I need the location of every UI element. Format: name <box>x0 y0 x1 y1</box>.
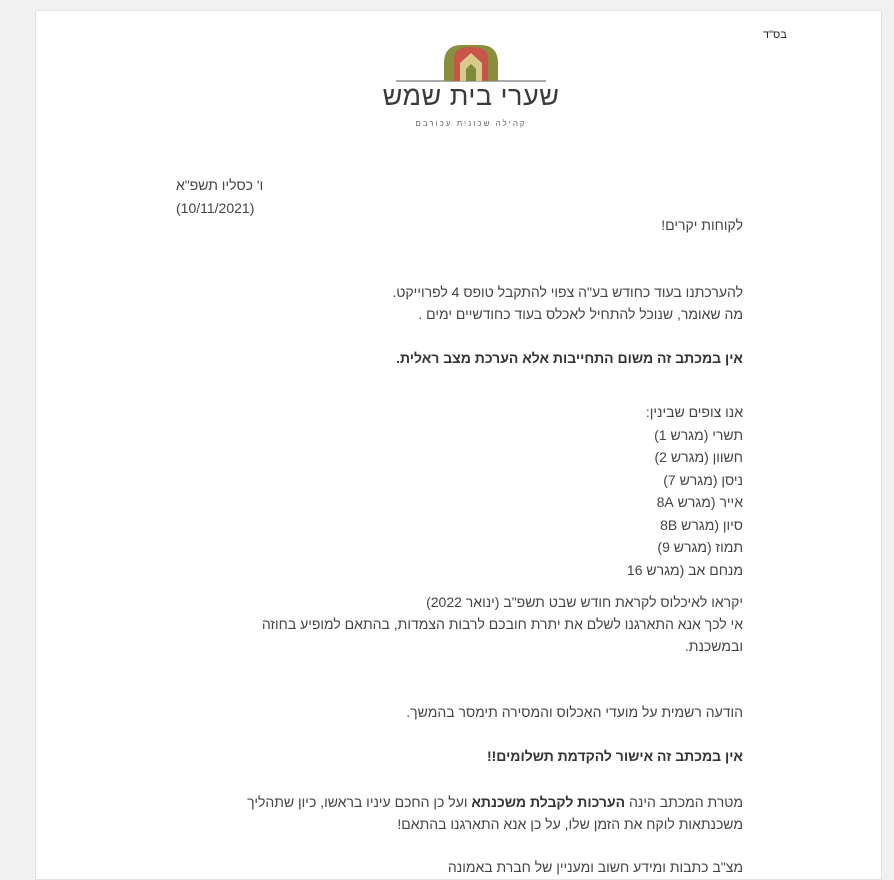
bsd-mark: בס"ד <box>763 29 787 41</box>
logo-subtitle: קהילה שכונית עכורבם <box>415 119 527 128</box>
list-item: אייר (מגרש 8A <box>656 494 743 510</box>
date-hebrew: ו' כסליו תשפ"א <box>176 177 264 193</box>
list-item: סיון (מגרש 8B <box>660 516 743 533</box>
purpose-text: ועל כן החכם עיניו בראשו, כיון שתהליך <box>247 794 468 810</box>
payment-line: ובמשכנת. <box>684 638 743 654</box>
schedule-heading: אנו צופים שבינין: <box>645 404 743 420</box>
list-item: ניסן (מגרש 7) <box>663 471 743 488</box>
list-item: חשוון (מגרש 2) <box>654 449 743 465</box>
no-approval-warning: אין במכתב זה אישור להקדמת תשלומים!! <box>486 748 743 764</box>
date-gregorian: (10/11/2021) <box>176 200 255 216</box>
payment-line: אי לכך אנא התארגנו לשלם את יתרת חובכם לרבות הצמדות, בהתאם למופיע בחוזה <box>261 616 743 632</box>
greeting: לקוחות יקרים! <box>661 217 743 233</box>
list-item: תמוז (מגרש 9) <box>657 539 743 555</box>
date-block <box>176 174 263 220</box>
schedule-list <box>627 401 743 581</box>
list-item: תשרי (מגרש 1) <box>654 426 743 443</box>
purpose-line <box>247 791 743 813</box>
purpose-emphasis: הערכות לקבלת משכנתא <box>471 794 626 810</box>
purpose-text: מטרת המכתב הינה <box>629 794 743 810</box>
disclaimer: אין במכתב זה משום התחייבות אלא הערכת מצב ראלית. <box>396 350 743 366</box>
intro-paragraph <box>392 281 743 325</box>
notice: הודעה רשמית על מועדי האכלוס והמסירה תימסר בהמשך. <box>406 704 743 720</box>
footer-line: מצ"ב כתבות ומידע חשוב ומעניין של חברת באמונה <box>447 859 743 875</box>
intro-line: להערכתנו בעוד כחודש בע"ה צפוי להתקבל טופס 4 לפרוייקט. <box>392 284 743 300</box>
list-item: מנחם אב (מגרש 16 <box>626 561 743 578</box>
logo-name: שערי בית שמש <box>382 81 560 111</box>
payment-paragraph <box>262 591 743 657</box>
purpose-paragraph <box>247 791 743 835</box>
purpose-line: משכנתאות לוקח את הזמן שלו, על כן אנא התארגנו בהתאם! <box>397 816 743 832</box>
letter-page <box>35 10 882 880</box>
payment-line: יקראו לאיכלוס לקראת חודש שבט תשפ"ב (ינואר 2022) <box>426 594 743 610</box>
intro-line: מה שאומר, שנוכל להתחיל לאכלס בעוד כחודשיים ימים . <box>418 306 743 322</box>
